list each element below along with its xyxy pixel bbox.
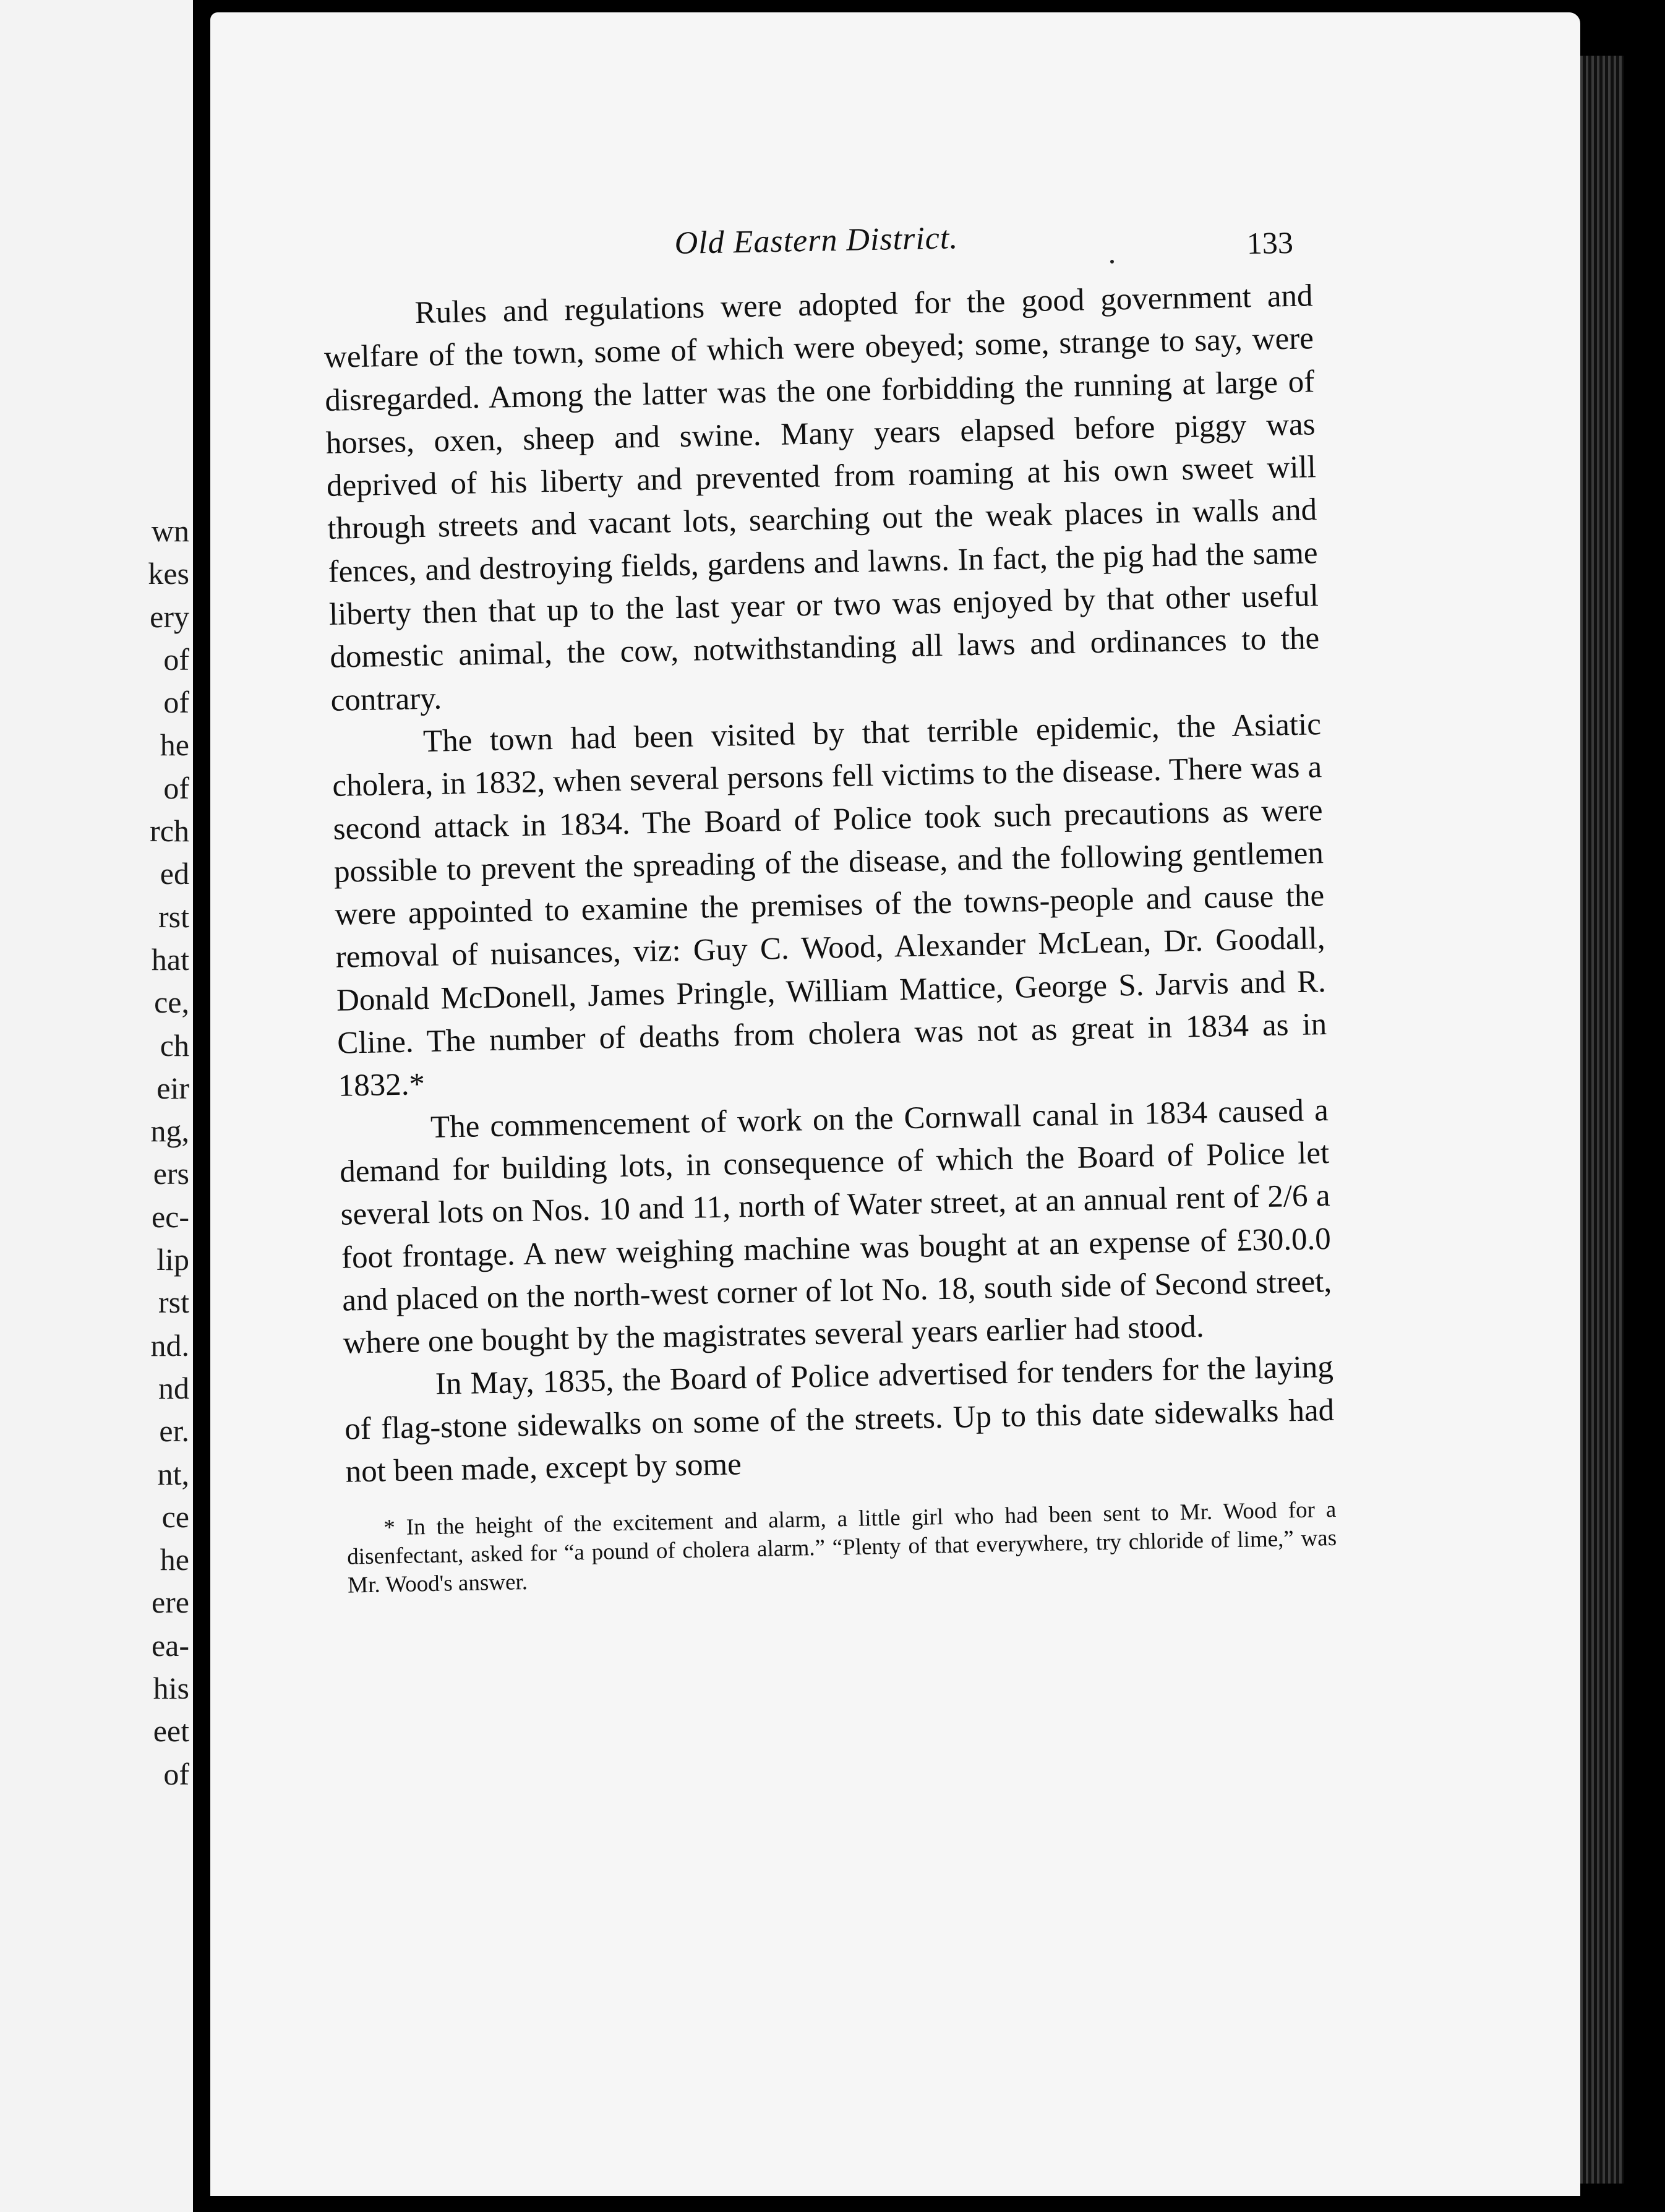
- fragment: ers: [153, 1156, 189, 1191]
- page-number: 133: [1246, 225, 1294, 261]
- fragment: ere: [151, 1585, 189, 1620]
- paragraph: In May, 1835, the Board of Police advertised for tenders for the laying of flag-stone sidewalks on some of the streets. Up to this date sidewalks had not been made, except by some: [344, 1350, 1335, 1490]
- paragraph: The commencement of work on the Cornwall canal in 1834 caused a demand for building lots, in consequence of which the Board of Police let several lots on Nos. 10 and 11, north of Water street, at an annual rent of 2/6 a foot frontage. A new weighing machine was bought at an expense of £30.0.0 and placed on the north-west corner of lot No. 18, south side of Second street, where one bought by the magistrates several years earlier had stood.: [339, 1092, 1332, 1361]
- fragment: ec-: [151, 1199, 189, 1234]
- fragment: ea-: [151, 1627, 189, 1663]
- fragment: he: [160, 1542, 189, 1577]
- page-text-block: [322, 207, 1337, 1600]
- fragment: ng,: [150, 1113, 189, 1149]
- fragment: of: [163, 1756, 189, 1791]
- fragment: wn: [151, 513, 189, 548]
- facing-page: [0, 0, 193, 2212]
- fragment: eet: [153, 1713, 189, 1749]
- fragment: of: [163, 770, 189, 805]
- fragment: lip: [156, 1242, 189, 1277]
- fragment: hat: [151, 941, 189, 977]
- paragraph: Rules and regulations were adopted for the good government and welfare of the town, some of which were obeyed; some, strange to say, were disregarded. Among the latter was the one forbidding the running at large of horses, oxen, sheep and swine. Many years elapsed before piggy was deprived of his liberty and prevented from roaming at his own sweet will through streets and vacant lots, searching out the weak places in walls and fences, and destroying fields, gardens and lawns. In fact, the pig had the same liberty then that up to the last year or two was enjoyed by that other useful domestic animal, the cow, notwithstanding all laws and ordinances to the contrary.: [323, 278, 1320, 718]
- fragment: he: [160, 727, 189, 763]
- fragment: ce,: [154, 985, 189, 1020]
- footnote: * In the height of the excitement and alarm, a little girl who had been sent to Mr. Wood for a disenfectant, asked for “a pound of cholera alarm.” “Plenty of that everywhere, try chloride of lime,” was Mr. Wood's answer.: [346, 1497, 1337, 1598]
- fragment: ed: [160, 856, 189, 891]
- fragment: nd: [158, 1370, 189, 1405]
- fragment: nt,: [157, 1456, 189, 1491]
- fragment: er.: [159, 1413, 189, 1449]
- fragment: his: [153, 1671, 189, 1706]
- fragment: ery: [150, 599, 189, 634]
- fragment: rst: [158, 1285, 189, 1320]
- paragraph: The town had been visited by that terrible epidemic, the Asiatic cholera, in 1832, when several persons fell victims to the disease. There was a second attack in 1834. The Board of Police took such precautions as were possible to prevent the spreading of the disease, and the following gentlemen were appointed to examine the premises of the towns-people and cause the removal of nuisances, viz: Guy C. Wood, Alexander McLean, Dr. Goodall, Donald McDonell, James Pringle, William Mattice, George S. Jarvis and R. Cline. The number of deaths from cholera was not as great in 1834 as in 1832.*: [332, 707, 1327, 1104]
- fragment: ch: [160, 1027, 189, 1063]
- fragment: of: [163, 685, 189, 720]
- page-edges: [1580, 56, 1624, 2184]
- fragment: rch: [150, 813, 189, 849]
- body-text: [323, 275, 1335, 1494]
- fragment: ce: [161, 1499, 189, 1534]
- fragment: eir: [156, 1070, 189, 1105]
- fragment: of: [163, 641, 189, 677]
- running-head: Old Eastern District.: [674, 220, 959, 262]
- book-gutter: [193, 0, 210, 2212]
- fragment: rst: [158, 899, 189, 934]
- fragment: nd.: [150, 1327, 189, 1363]
- facing-page-text: [115, 510, 189, 1796]
- fragment: kes: [148, 556, 189, 591]
